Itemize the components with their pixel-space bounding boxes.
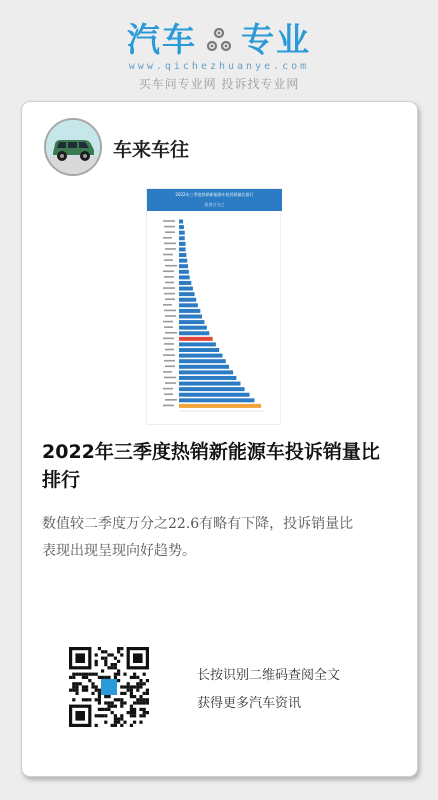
qr-module bbox=[72, 682, 75, 685]
qr-module bbox=[111, 653, 114, 656]
qr-module bbox=[139, 685, 142, 688]
qr-module bbox=[133, 714, 136, 717]
qr-module bbox=[91, 682, 94, 685]
qr-module bbox=[146, 679, 149, 682]
thumbnail-bar bbox=[179, 287, 193, 291]
qr-module bbox=[133, 708, 136, 711]
qr-module bbox=[98, 695, 101, 698]
qr-module bbox=[146, 689, 149, 692]
thumbnail-category-label bbox=[164, 360, 175, 362]
qr-code[interactable] bbox=[69, 647, 149, 727]
qr-module bbox=[130, 676, 133, 679]
qr-module bbox=[130, 692, 133, 695]
thumbnail-category-label bbox=[165, 298, 175, 300]
qr-module bbox=[136, 698, 139, 701]
thumbnail-category-label bbox=[165, 349, 174, 351]
qr-module bbox=[146, 701, 149, 704]
qr-module bbox=[139, 682, 142, 685]
qr-module bbox=[95, 685, 98, 688]
qr-module bbox=[82, 689, 85, 692]
article-summary: 数值较二季度万分之22.6有略有下降，投诉销量比表现出现呈现向好趋势。 bbox=[42, 516, 354, 559]
qr-module bbox=[130, 711, 133, 714]
qr-module bbox=[85, 689, 88, 692]
thumbnail-category-label bbox=[165, 399, 177, 401]
thumbnail-bar bbox=[179, 220, 183, 224]
thumbnail-bar bbox=[179, 404, 261, 408]
qr-module bbox=[114, 673, 117, 676]
qr-module bbox=[136, 685, 139, 688]
qr-module bbox=[146, 711, 149, 714]
qr-module bbox=[117, 698, 120, 701]
account-name: 车来车往 bbox=[113, 139, 190, 161]
qr-module bbox=[120, 685, 123, 688]
qr-module bbox=[117, 647, 120, 650]
brand-slogan: 买车问专业网 投诉找专业网 bbox=[138, 77, 300, 91]
qr-caption bbox=[197, 662, 340, 718]
qr-module bbox=[104, 676, 107, 679]
qr-module bbox=[75, 692, 78, 695]
qr-module bbox=[127, 711, 130, 714]
qr-module bbox=[104, 650, 107, 653]
qr-module bbox=[139, 721, 142, 724]
qr-module bbox=[143, 682, 146, 685]
thumbnail-category-label bbox=[163, 371, 172, 373]
qr-module bbox=[117, 660, 120, 663]
thumbnail-bar bbox=[179, 236, 185, 240]
qr-module bbox=[120, 653, 123, 656]
thumbnail-category-label bbox=[164, 343, 174, 345]
qr-caption-line2: 获得更多汽车资讯 bbox=[197, 696, 302, 711]
qr-module bbox=[98, 698, 101, 701]
qr-module bbox=[123, 721, 126, 724]
qr-module bbox=[120, 705, 123, 708]
qr-module bbox=[104, 663, 107, 666]
thumbnail-category-label bbox=[163, 237, 172, 239]
thumbnail-category-label bbox=[164, 243, 176, 245]
qr-module bbox=[136, 689, 139, 692]
qr-module bbox=[95, 653, 98, 656]
qr-module bbox=[127, 689, 130, 692]
qr-module bbox=[111, 724, 114, 727]
thumbnail-bar bbox=[179, 326, 207, 330]
qr-module bbox=[133, 685, 136, 688]
qr-module bbox=[95, 663, 98, 666]
thumbnail-category-label bbox=[165, 315, 176, 317]
qr-module bbox=[98, 676, 101, 679]
qr-module bbox=[95, 660, 98, 663]
thumbnail-bar bbox=[179, 242, 186, 246]
qr-module bbox=[104, 660, 107, 663]
qr-module bbox=[111, 666, 114, 669]
qr-module bbox=[85, 676, 88, 679]
thumbnail-category-label bbox=[164, 293, 175, 295]
qr-module bbox=[114, 666, 117, 669]
qr-module bbox=[117, 669, 120, 672]
qr-module bbox=[143, 711, 146, 714]
thumbnail-category-label bbox=[165, 365, 175, 367]
qr-module bbox=[82, 673, 85, 676]
qr-module bbox=[136, 676, 139, 679]
qr-module bbox=[117, 650, 120, 653]
qr-module bbox=[114, 717, 117, 720]
qr-module bbox=[107, 695, 110, 698]
qr-module bbox=[72, 673, 75, 676]
qr-module bbox=[117, 717, 120, 720]
qr-module bbox=[95, 714, 98, 717]
qr-module bbox=[130, 685, 133, 688]
qr-module bbox=[130, 689, 133, 692]
thumbnail-bar-chart bbox=[147, 189, 282, 426]
thumbnail-bar bbox=[179, 337, 213, 341]
qr-center-logo bbox=[101, 679, 117, 695]
qr-module bbox=[101, 650, 104, 653]
thumbnail-bar bbox=[179, 231, 185, 235]
qr-module bbox=[114, 676, 117, 679]
thumbnail-bar bbox=[179, 320, 204, 324]
qr-module bbox=[136, 701, 139, 704]
thumbnail-category-label bbox=[165, 265, 177, 267]
qr-module bbox=[133, 673, 136, 676]
thumbnail-bar bbox=[179, 315, 202, 319]
qr-module bbox=[114, 657, 117, 660]
qr-module bbox=[143, 692, 146, 695]
thumbnail-bar bbox=[179, 398, 254, 402]
qr-module bbox=[104, 714, 107, 717]
qr-module bbox=[139, 695, 142, 698]
qr-module bbox=[130, 708, 133, 711]
car-icon bbox=[46, 120, 100, 174]
qr-module bbox=[95, 673, 98, 676]
qr-module bbox=[114, 714, 117, 717]
qr-module bbox=[72, 676, 75, 679]
qr-module bbox=[104, 657, 107, 660]
qr-module bbox=[91, 685, 94, 688]
qr-module bbox=[143, 698, 146, 701]
qr-module bbox=[85, 698, 88, 701]
thumbnail-bar bbox=[179, 331, 209, 335]
qr-module bbox=[88, 673, 91, 676]
qr-module bbox=[114, 663, 117, 666]
qr-module bbox=[117, 673, 120, 676]
thumbnail-bar bbox=[179, 259, 187, 263]
thumbnail-bar bbox=[179, 359, 226, 363]
qr-module bbox=[95, 698, 98, 701]
qr-module bbox=[98, 701, 101, 704]
thumbnail-bar bbox=[179, 298, 196, 302]
qr-module bbox=[101, 676, 104, 679]
qr-module bbox=[104, 708, 107, 711]
thumbnail-category-label bbox=[164, 276, 174, 278]
qr-module bbox=[130, 695, 133, 698]
qr-module bbox=[123, 701, 126, 704]
qr-module bbox=[111, 705, 114, 708]
qr-module bbox=[143, 701, 146, 704]
thumbnail-bar bbox=[179, 387, 245, 391]
qr-module bbox=[146, 692, 149, 695]
qr-module bbox=[104, 721, 107, 724]
thumbnail-bar bbox=[179, 342, 216, 346]
qr-module bbox=[95, 724, 98, 727]
thumbnail-bar bbox=[179, 370, 233, 374]
gear-icon bbox=[203, 24, 235, 56]
thumbnail-subtitle: 投诉万分之 bbox=[204, 202, 225, 207]
qr-module bbox=[114, 705, 117, 708]
thumbnail-bar bbox=[179, 393, 250, 397]
qr-module bbox=[127, 682, 130, 685]
qr-module bbox=[101, 708, 104, 711]
qr-module bbox=[111, 711, 114, 714]
qr-module bbox=[139, 708, 142, 711]
qr-module bbox=[91, 692, 94, 695]
thumbnail-category-label bbox=[163, 287, 175, 289]
thumbnail-category-label bbox=[163, 321, 173, 323]
qr-module bbox=[82, 685, 85, 688]
thumbnail-category-label bbox=[164, 226, 175, 228]
thumbnail-bar bbox=[179, 365, 229, 369]
thumbnail-bar bbox=[179, 264, 188, 268]
qr-module bbox=[104, 695, 107, 698]
thumbnail-bar bbox=[179, 292, 195, 296]
thumbnail-bar bbox=[179, 247, 186, 251]
qr-module bbox=[139, 679, 142, 682]
qr-finder-pattern bbox=[133, 653, 143, 663]
qr-module bbox=[101, 657, 104, 660]
qr-module bbox=[98, 689, 101, 692]
thumbnail-bar bbox=[179, 225, 184, 229]
article-title[interactable]: 2022年三季度热销新能源车投诉销量比排行 bbox=[42, 441, 380, 491]
qr-module bbox=[107, 705, 110, 708]
qr-module bbox=[82, 698, 85, 701]
qr-module bbox=[143, 708, 146, 711]
thumbnail-category-label bbox=[163, 388, 173, 390]
thumbnail-bar bbox=[179, 253, 186, 257]
qr-finder-pattern bbox=[75, 711, 85, 721]
qr-module bbox=[107, 708, 110, 711]
qr-module bbox=[133, 701, 136, 704]
qr-module bbox=[143, 673, 146, 676]
qr-module bbox=[79, 682, 82, 685]
qr-module bbox=[120, 692, 123, 695]
qr-module bbox=[88, 698, 91, 701]
qr-module bbox=[107, 653, 110, 656]
thumbnail-category-label bbox=[164, 326, 173, 328]
qr-module bbox=[133, 711, 136, 714]
thumbnail-category-label bbox=[163, 270, 174, 272]
qr-module bbox=[75, 689, 78, 692]
thumbnail-category-label bbox=[163, 254, 173, 256]
qr-module bbox=[127, 685, 130, 688]
thumbnail-bar bbox=[179, 270, 189, 274]
thumbnail-category-label bbox=[163, 220, 175, 222]
qr-module bbox=[72, 689, 75, 692]
thumbnail-category-label bbox=[165, 382, 176, 384]
qr-module bbox=[130, 705, 133, 708]
article-card[interactable] bbox=[21, 101, 418, 777]
qr-module bbox=[91, 673, 94, 676]
thumbnail-category-label bbox=[163, 304, 172, 306]
thumbnail-bar bbox=[179, 309, 200, 313]
qr-module bbox=[111, 701, 114, 704]
qr-module bbox=[123, 692, 126, 695]
qr-module bbox=[120, 717, 123, 720]
logo-text-right: 专业 bbox=[241, 20, 311, 59]
qr-module bbox=[79, 673, 82, 676]
thumbnail-bar bbox=[179, 275, 190, 279]
qr-module bbox=[123, 685, 126, 688]
thumbnail-category-label bbox=[163, 338, 174, 340]
qr-module bbox=[75, 673, 78, 676]
qr-module bbox=[130, 714, 133, 717]
thumbnail-bar bbox=[179, 376, 236, 380]
qr-module bbox=[72, 698, 75, 701]
qr-module bbox=[75, 682, 78, 685]
qr-module bbox=[98, 647, 101, 650]
thumbnail-category-label bbox=[164, 310, 176, 312]
qr-module bbox=[69, 689, 72, 692]
qr-module bbox=[114, 724, 117, 727]
qr-module bbox=[75, 685, 78, 688]
thumbnail-bar bbox=[179, 281, 191, 285]
thumbnail-category-label bbox=[165, 248, 176, 250]
qr-module bbox=[85, 685, 88, 688]
qr-module bbox=[143, 714, 146, 717]
thumbnail-category-label bbox=[163, 405, 174, 407]
thumbnail-title: 2022年三季度热销新能源车投诉销量比排行 bbox=[175, 192, 254, 197]
qr-module bbox=[107, 676, 110, 679]
brand-url: www.qichezhuanye.com bbox=[128, 61, 310, 72]
qr-module bbox=[98, 708, 101, 711]
qr-module bbox=[120, 647, 123, 650]
qr-module bbox=[114, 721, 117, 724]
article-thumbnail[interactable] bbox=[146, 188, 281, 425]
qr-module bbox=[98, 692, 101, 695]
qr-module bbox=[111, 663, 114, 666]
thumbnail-category-label bbox=[164, 393, 173, 395]
qr-module bbox=[139, 701, 142, 704]
qr-module bbox=[133, 676, 136, 679]
qr-module bbox=[120, 698, 123, 701]
brand-logo bbox=[0, 20, 438, 92]
qr-module bbox=[101, 714, 104, 717]
qr-module bbox=[95, 689, 98, 692]
thumbnail-category-label bbox=[165, 231, 175, 233]
qr-module bbox=[139, 698, 142, 701]
thumbnail-category-label bbox=[164, 259, 173, 261]
qr-module bbox=[114, 698, 117, 701]
thumbnail-bar bbox=[179, 303, 198, 307]
qr-caption-line1: 长按识别二维码查阅全文 bbox=[197, 668, 341, 683]
qr-module bbox=[85, 673, 88, 676]
qr-module bbox=[117, 679, 120, 682]
qr-module bbox=[107, 701, 110, 704]
thumbnail-bar bbox=[179, 354, 222, 358]
qr-module bbox=[136, 682, 139, 685]
qr-module bbox=[120, 701, 123, 704]
qr-module bbox=[139, 714, 142, 717]
qr-module bbox=[98, 714, 101, 717]
qr-module bbox=[101, 669, 104, 672]
qr-module bbox=[120, 724, 123, 727]
qr-module bbox=[146, 698, 149, 701]
qr-module bbox=[117, 721, 120, 724]
qr-module bbox=[72, 685, 75, 688]
qr-module bbox=[69, 676, 72, 679]
qr-finder-pattern bbox=[75, 653, 85, 663]
thumbnail-bar bbox=[179, 348, 219, 352]
thumbnail-category-label bbox=[163, 354, 175, 356]
qr-module bbox=[107, 666, 110, 669]
thumbnail-bar bbox=[179, 382, 241, 386]
qr-module bbox=[82, 676, 85, 679]
thumbnail-category-label bbox=[165, 282, 174, 284]
qr-module bbox=[120, 714, 123, 717]
qr-module bbox=[133, 695, 136, 698]
qr-module bbox=[104, 701, 107, 704]
qr-module bbox=[130, 724, 133, 727]
account-avatar bbox=[44, 118, 102, 176]
thumbnail-category-label bbox=[164, 377, 176, 379]
thumbnail-category-label bbox=[165, 332, 177, 334]
qr-module bbox=[123, 673, 126, 676]
qr-module bbox=[88, 679, 91, 682]
logo-text-left: 汽车 bbox=[127, 20, 197, 59]
qr-module bbox=[133, 721, 136, 724]
